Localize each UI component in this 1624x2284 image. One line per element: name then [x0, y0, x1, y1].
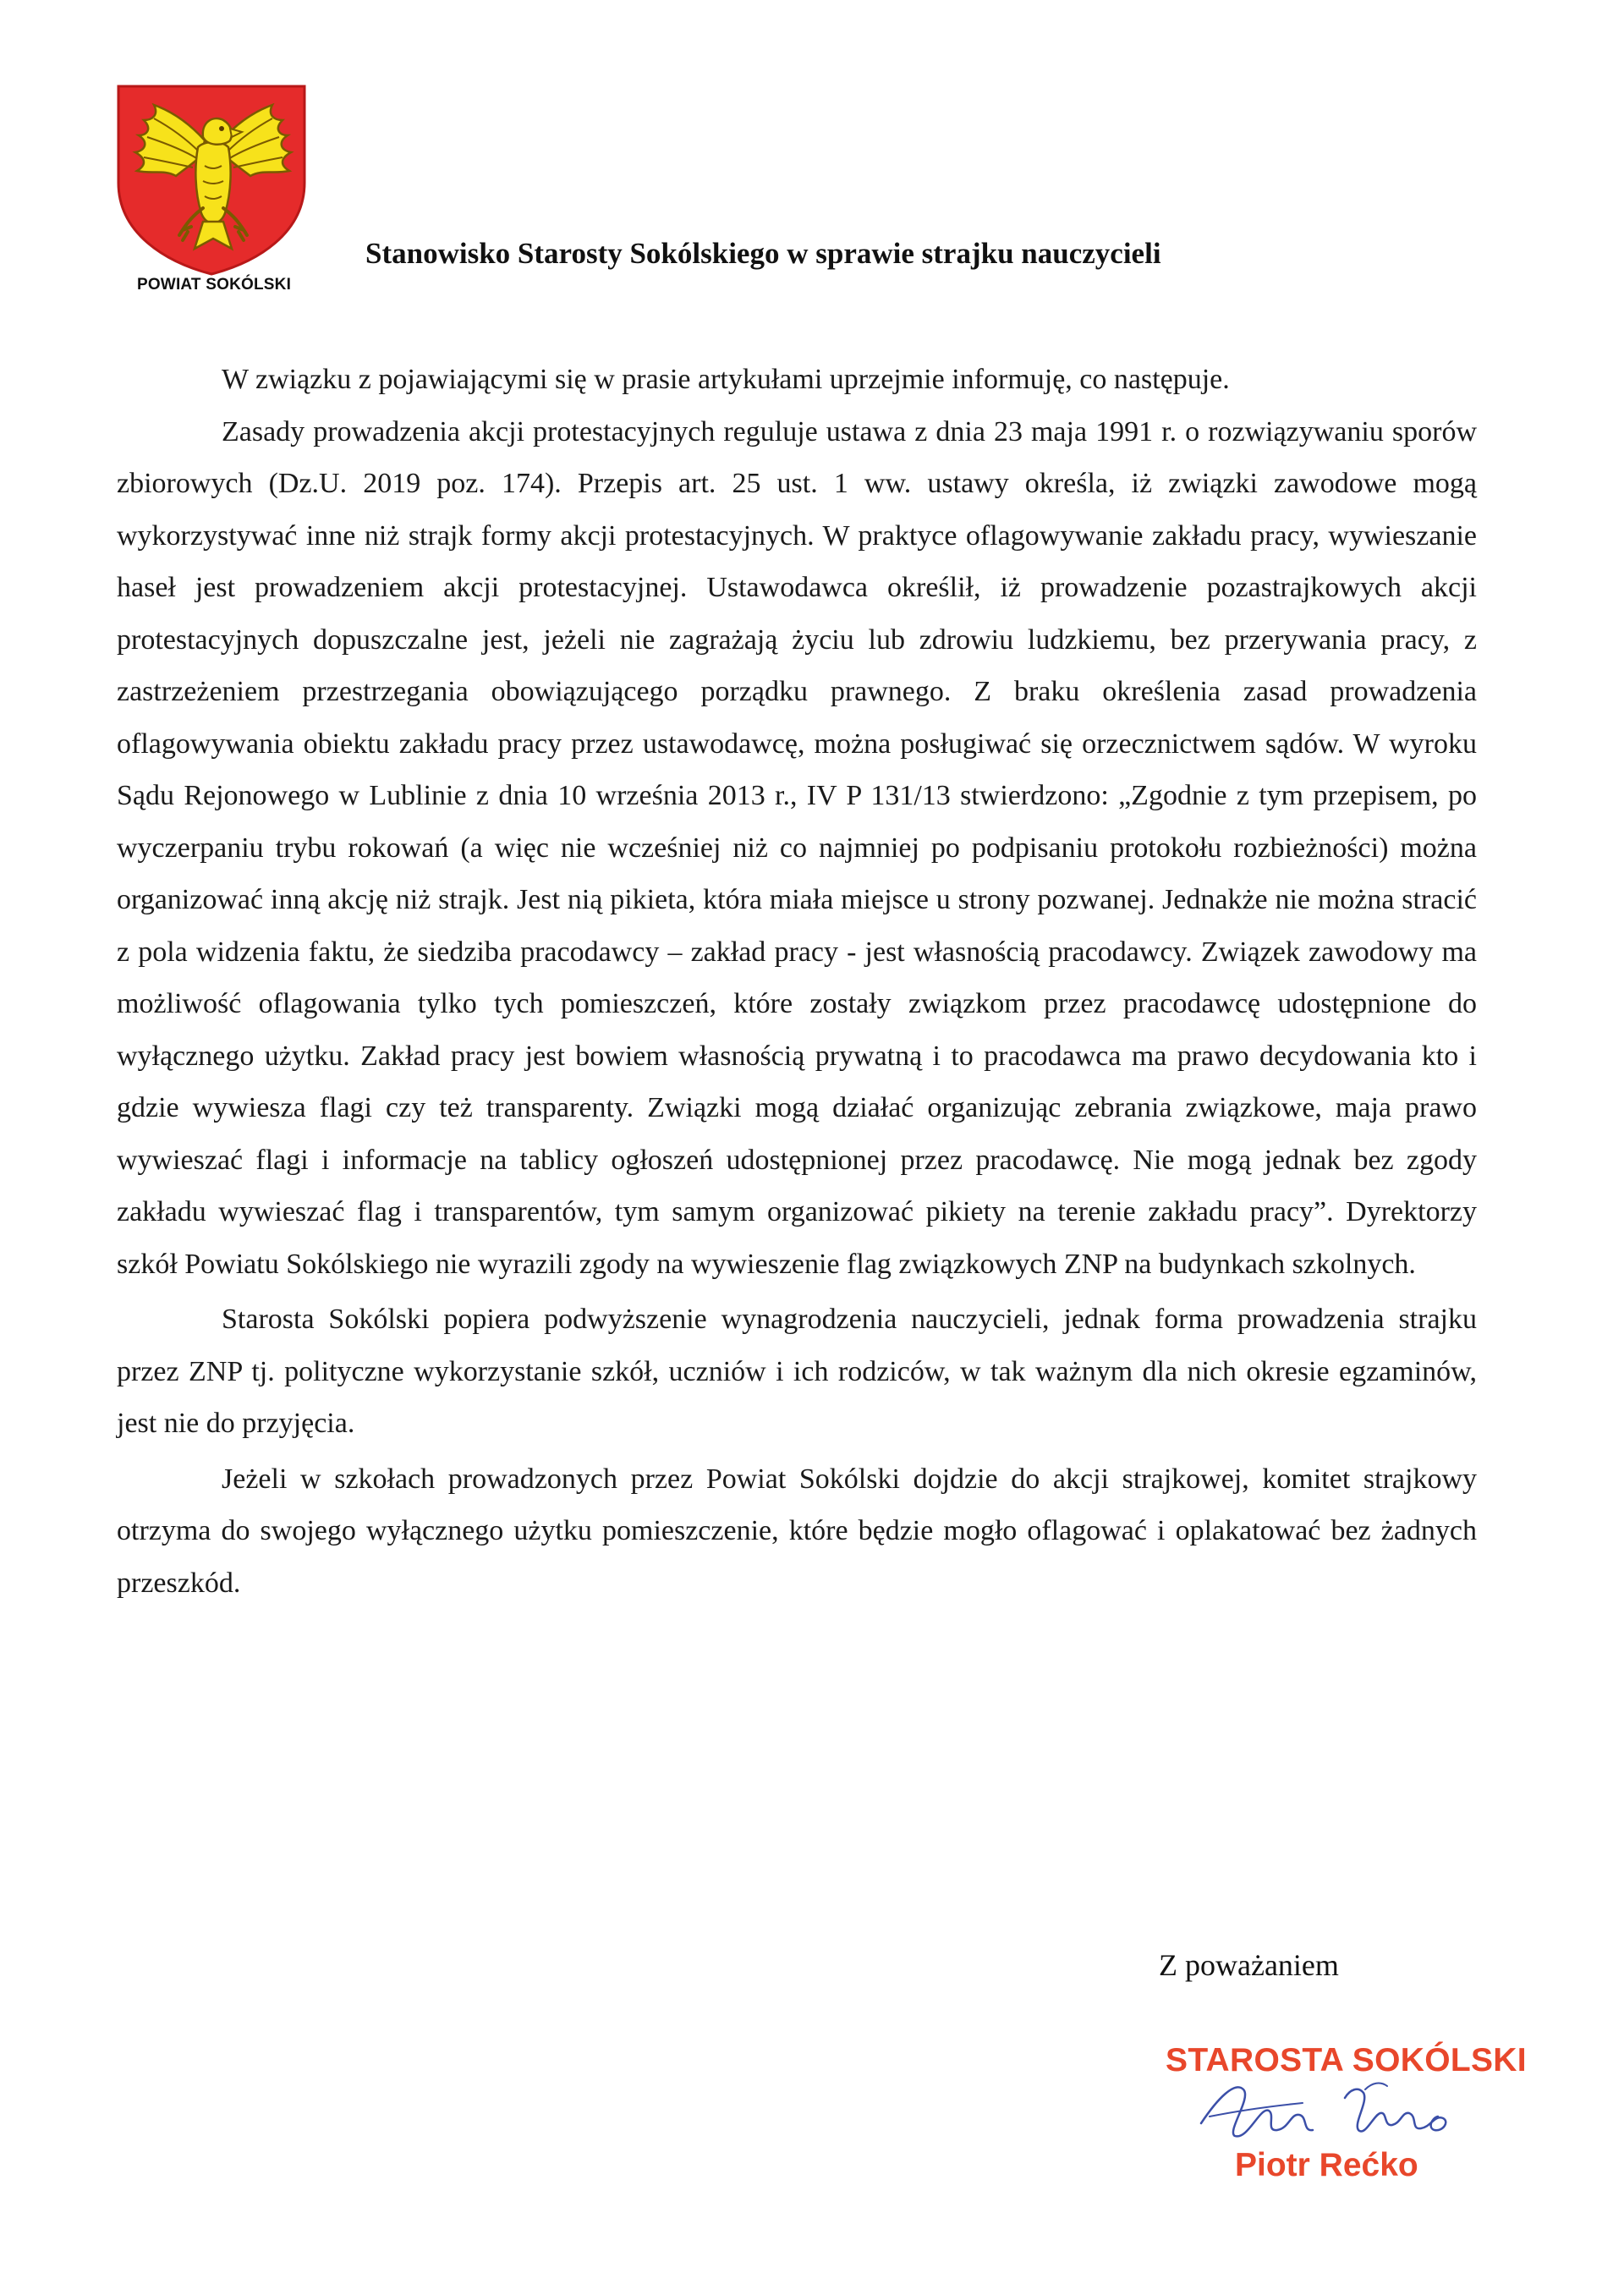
logo-caption: POWIAT SOKÓLSKI	[136, 276, 292, 294]
paragraph: Zasady prowadzenia akcji protestacyjnych reguluje ustawa z dnia 23 maja 1991 r. o rozwiązywaniu sporów zbiorowych (Dz.U. 2019 poz. 174). Przepis art. 25 ust. 1 ww. ustawy określa, iż związki zawodowe mogą wykorzystywać inne niż strajk formy akcji protestacyjnych. W praktyce oflagowywanie zakładu pracy, wywieszanie haseł jest prowadzeniem akcji protestacyjnej. Ustawodawca określił, iż prowadzenie pozastrajkowych akcji protestacyjnych dopuszczalne jest, jeżeli nie zagrażają życiu lub zdrowiu ludzkiemu, bez przerywania pracy, z zastrzeżeniem przestrzegania obowiązującego porządku prawnego. Z braku określenia zasad prowadzenia oflagowywania obiektu zakładu pracy przez ustawodawcę, można posługiwać się orzecznictwem sądów. W wyroku Sądu Rejonowego w Lublinie z dnia 10 września 2013 r., IV P 131/13 stwierdzono: „Zgodnie z tym przepisem, po wyczerpaniu trybu rokowań (a więc nie wcześniej niż co najmniej po podpisaniu protokołu rozbieżności) można organizować inną akcję niż strajk. Jest nią pikieta, która miała miejsce u strony pozwanej. Jednakże nie można stracić z pola widzenia faktu, że siedziba pracodawcy – zakład pracy - jest własnością pracodawcy. Związek zawodowy ma możliwość oflagowania tylko tych pomieszczeń, które zostały związkom przez pracodawcę udostępnione do wyłącznego użytku. Zakład pracy jest bowiem własnością prywatną i to pracodawca ma prawo decydowania kto i gdzie wywiesza flagi czy też transparenty. Związki mogą działać organizując zebrania związkowe, maja prawo wywieszać flagi i informacje na tablicy ogłoszeń udostępnionej przez pracodawcę. Nie mogą jednak bez zgody zakładu wywieszać flag i transparentów, tym samym organizować pikiety na terenie zakładu pracy”. Dyrektorzy szkół Powiatu Sokólskiego nie wyrazili zgody na wywieszenie flag związkowych ZNP na budynkach szkolnych.	[117, 415, 1477, 1280]
closing-salutation: Z poważaniem	[1159, 1948, 1339, 1982]
shield-eagle-icon	[113, 81, 310, 276]
powiat-coat-of-arms-icon	[113, 81, 310, 303]
handwritten-signature-icon	[1184, 2064, 1472, 2157]
document-title: Stanowisko Starosty Sokólskiego w sprawie strajku nauczycieli	[365, 237, 1161, 270]
paragraph: W związku z pojawiającymi się w prasie artykułami uprzejmie informuję, co następuje.	[222, 364, 1230, 395]
paragraph: Jeżeli w szkołach prowadzonych przez Powiat Sokólski dojdzie do akcji strajkowej, komitet strajkowy otrzyma do swojego wyłącznego użytku pomieszczenie, które będzie mogło oflagować i oplakatować bez żadnych przeszkód.	[117, 1463, 1477, 1599]
stamp-name: Piotr Rećko	[1235, 2147, 1418, 2183]
paragraph: Starosta Sokólski popiera podwyższenie wynagrodzenia nauczycieli, jednak forma prowadzenia strajku przez ZNP tj. polityczne wykorzystanie szkół, uczniów i ich rodziców, w tak ważnym dla nich okresie egzaminów, jest nie do przyjęcia.	[117, 1304, 1477, 1439]
document-body	[117, 354, 1477, 1609]
stamp-title: STAROSTA SOKÓLSKI	[1166, 2042, 1527, 2078]
